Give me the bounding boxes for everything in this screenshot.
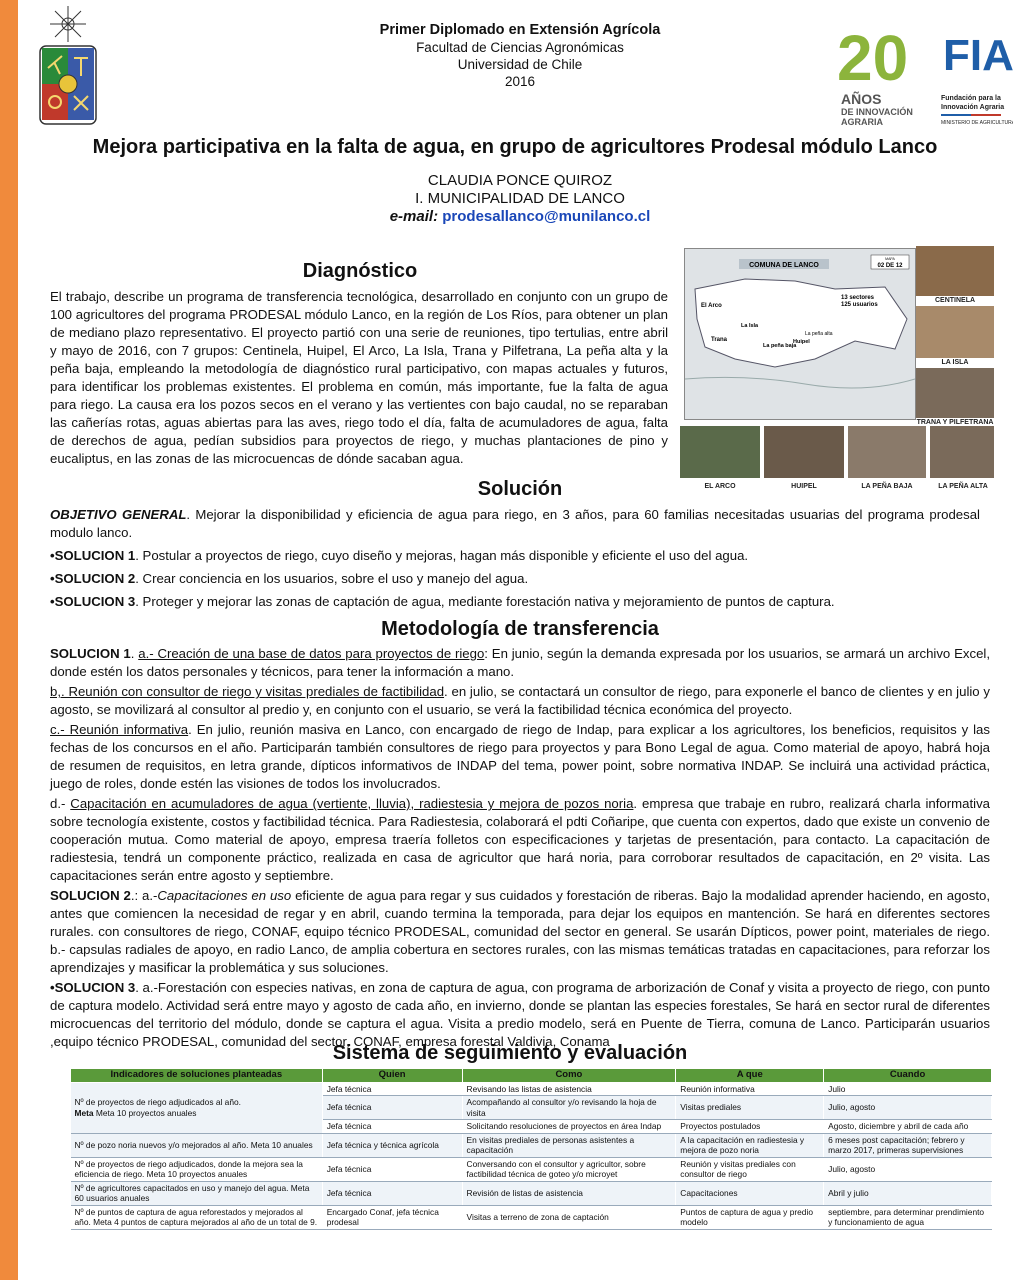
solucion-3: •SOLUCION 3. Proteger y mejorar las zonas de captación de agua, mediante forestación nativa y mejoramiento de puntos de captura. (50, 594, 835, 609)
table-cell: Julio (824, 1082, 992, 1096)
section-title-solucion: Solución (477, 478, 563, 500)
table-cell: Reunión informativa (676, 1082, 824, 1096)
caption-pena-baja: LA PEÑA BAJA (861, 483, 913, 490)
table-cell: Jefa técnica (322, 1157, 462, 1181)
metodologia-p4: d.- Capacitación en acumuladores de agua (vertiente, lluvia), radiestesia y mejora de pozos noria. empresa que trabaje en rubro, realizará charla informativa sobre tecnología existente, costos y factibilidad técnica. Para Radiestesia, colaborará el pdti Coñaripe, que cuenta con expertos, dado que existe un convenio de cooperación mutua. Como material de apoyo, empresa traería folletos con especificaciones y tarjetas de presentación, para contacto. La capacitación de radiestesia, tendrá un componente práctico, realizada en casa de agricultor que hará noria, para corroborar resultados de capacitación, en 2º visita. Las capacitaciones serán entre agosto y septiembre. (50, 796, 990, 883)
map-label-huipel: Huipel (793, 339, 810, 345)
table-cell: Visitas a terreno de zona de captación (462, 1205, 676, 1229)
metodologia-p2: b,. Reunión con consultor de riego y visitas prediales de factibilidad. en julio, se contactará un consultor de riego, para exponerle el banco de clientes y en julio y agosto, se movilizará al consultor al predio y, en conjunto con el usuario, se verá la factibilidad técnica económica del proyecto. (50, 684, 991, 717)
metodologia-p6: •SOLUCION 3. a.-Forestación con especies nativas, en zona de captura de agua, con programa de arborización de Conaf y visita a proyecto de riego, con punto de captura modelo. Actividad será entre mayo y agosto de cada año, en invierno, donde se plantan las especies forestales, Se hará en sector rural de diferentes microcuencas del territorio del módulo, donde se captura el agua. Visita a predio modelo, será en Puente de Tierra, comuna de Lanco. Participarán usuarios ,equipo técnico PRODESAL, comunidad del sector, CONAF, empresa forestal Valdivia, Conama (50, 980, 990, 1049)
table-cell: Nº de agricultores capacitados en uso y manejo del agua. Meta 60 usuarios anuales (71, 1181, 323, 1205)
table-cell: Conversando con el consultor y agricultor, sobre factibilidad técnica de goteo y/o microyet (462, 1157, 676, 1181)
table-cell: Encargado Conaf, jefa técnica prodesal (322, 1205, 462, 1229)
table-row (71, 1205, 992, 1229)
table-cell: Jefa técnica (322, 1096, 462, 1120)
table-cell: Jefa técnica y técnica agrícola (322, 1133, 462, 1157)
fundacion-line1: Fundación para la (941, 95, 1001, 102)
university-name: Universidad de Chile (457, 57, 583, 72)
anos-text: AÑOS (841, 91, 882, 107)
seguimiento-table (70, 1068, 992, 1230)
caption-huipel: HUIPEL (791, 483, 817, 490)
solucion-2: •SOLUCION 2. Crear conciencia en los usuarios, sobre el uso y manejo del agua. (50, 571, 529, 586)
table-cell: septiembre, para determinar prendimiento y funcionamiento de agua (824, 1205, 992, 1229)
map-badge: 02 DE 12 (877, 263, 903, 269)
table-cell: A la capacitación en radiestesia y mejora de pozo noria (676, 1133, 824, 1157)
diagnostico-text (50, 288, 668, 468)
indicador-proyectos: Nº de proyectos de riego adjudicados al año. Meta Meta 10 proyectos anuales (71, 1082, 323, 1133)
solucion-1: •SOLUCION 1. Postular a proyectos de riego, cuyo diseño y mejoras, hagan más disponible y eficiente el uso del agua. (50, 548, 749, 563)
agraria-text: AGRARIA (841, 117, 883, 127)
table-cell: Julio, agosto (824, 1157, 992, 1181)
poster-title: Mejora participativa en la falta de agua, en grupo de agricultores Prodesal módulo Lanco (92, 136, 938, 158)
header-quien: Quien (322, 1069, 462, 1083)
photo-pena-baja (848, 426, 926, 478)
map-label-pena-alta: La peña alta (805, 331, 833, 337)
map-badge-label: MAPA (885, 257, 895, 261)
table-row (71, 1133, 992, 1157)
table-cell: Nº de pozo noria nuevos y/o mejorados al año. Meta 10 anuales (71, 1133, 323, 1157)
table-cell: En visitas prediales de personas asistentes a capacitación (462, 1133, 676, 1157)
table-row (71, 1157, 992, 1181)
section-title-seguimiento: Sistema de seguimiento y evaluación (332, 1042, 688, 1064)
solucion-text (50, 506, 980, 616)
table-cell: Nº de puntos de captura de agua reforestados y mejorados al año. Meta 4 puntos de captura mejorados al año de un total de 9. (71, 1205, 323, 1229)
table-cell: Capacitaciones (676, 1181, 824, 1205)
innovacion-text: DE INNOVACIÓN (841, 107, 913, 117)
comuna-map (684, 248, 916, 420)
photo-el-arco (680, 426, 760, 478)
caption-pena-alta: LA PEÑA ALTA (938, 483, 988, 490)
table-cell: Visitas prediales (676, 1096, 824, 1120)
university-shield-logo (36, 6, 100, 128)
header-indicadores: Indicadores de soluciones planteadas (71, 1069, 323, 1083)
table-row (71, 1181, 992, 1205)
caption-el-arco: EL ARCO (704, 483, 736, 490)
objetivo-label: OBJETIVO GENERAL (50, 507, 187, 522)
table-cell: Revisando las listas de asistencia (462, 1082, 676, 1096)
table-cell: Abril y julio (824, 1181, 992, 1205)
table-cell: Jefa técnica (322, 1181, 462, 1205)
faculty-name: Facultad de Ciencias Agronómicas (416, 40, 624, 55)
author-organization: I. MUNICIPALIDAD DE LANCO (415, 190, 625, 207)
metodologia-p3: c.- Reunión informativa. En julio, reunión masiva en Lanco, con encargado de riego de Indap, para explicar a los agricultores, los beneficios, requisitos y las fechas de los concursos en el año. Participarán también consultores de riego para proyectos y para Bono Legal de agua. Como material de apoyo, habrá hoja de resumen de requisitos, en letra grande, dípticos informativos de INDAP del tema, power point, sobre normativa INDAP. Se incluirá una actividad práctica, juego de roles, donde estén las visiones de todos los involucrados. (50, 722, 990, 791)
table-cell: 6 meses post capacitación; febrero y marzo 2017, primeras supervisiones (824, 1133, 992, 1157)
caption-la-isla: LA ISLA (941, 359, 969, 366)
ministry-text: MINISTERIO DE AGRICULTURA (941, 120, 1013, 126)
caption-trana-pilfetrana: TRANA Y PILFETRANA (916, 419, 994, 426)
photo-huipel (764, 426, 844, 478)
header-como: Como (462, 1069, 676, 1083)
photo-centinela (916, 246, 994, 296)
map-label-pena-baja: La peña baja (763, 343, 797, 349)
table-cell: Jefa técnica (322, 1082, 462, 1096)
table-row (71, 1082, 992, 1096)
diagnostico-paragraph: El trabajo, describe un programa de transferencia tecnológica, desarrollado en conjunto con un grupo de 100 agricultores del programa PRODESAL módulo Lanco, en la región de Los Ríos, para obtener un plan de mediano plazo representativo. El proyecto partió con una serie de reuniones, tipo tertulias, entre abril y mayo de 2016, con 7 grupos: Centinela, Huipel, El Arco, La Isla, Trana y Pilfetrana, La peña alta y la peña baja, empleando la metodología de diagnóstico rural participativo, con mapas actuales y futuros, para identificar los problemas existentes. El problema en común, más importante, fue la falta de agua para riego. La causa era los pozos secos en el verano y las vertientes con bajo caudal, no se reparaban las cañerías rotas, aguas abiertas para las aves, riego todo el día, falta de acumuladores de agua, falta de derechos de agua, pedían subsidios para proyectos de riego, y muchas plantaciones de pino y eucaliptus, en las zonas de las microcuencas de dónde sacaban agua. (50, 289, 668, 466)
photo-la-isla (916, 306, 994, 358)
diploma-name: Primer Diplomado en Extensión Agrícola (379, 22, 661, 38)
table-cell: Puntos de captura de agua y predio modelo (676, 1205, 824, 1229)
header-cuando: Cuando (824, 1069, 992, 1083)
photo-trana-pilfetrana (916, 368, 994, 418)
year: 2016 (504, 74, 536, 89)
fia-logo (833, 18, 1013, 130)
table-cell: Solicitando resoluciones de proyectos en área Indap (462, 1120, 676, 1134)
section-title-metodologia: Metodología de transferencia (381, 618, 659, 640)
map-title: COMUNA DE LANCO (749, 262, 819, 269)
table-cell: Revisión de listas de asistencia (462, 1181, 676, 1205)
map-label-el-arco: El Arco (701, 303, 722, 309)
photo-pena-alta (930, 426, 994, 478)
table-cell: Proyectos postulados (676, 1120, 824, 1134)
objetivo-general: OBJETIVO GENERAL. Mejorar la disponibilidad y eficiencia de agua para riego, en 3 años, para 60 familias necesitadas usuarias del programa prodesal modulo lanco. (50, 507, 980, 540)
map-label-trana: Trana (711, 337, 728, 343)
table-header-row (71, 1069, 992, 1083)
table-cell: Acompañando al consultor y/o revisando la hoja de visita (462, 1096, 676, 1120)
header-a-que: A que (676, 1069, 824, 1083)
section-title-diagnostico: Diagnóstico (302, 260, 418, 282)
email-link[interactable]: prodesallanco@munilanco.cl (442, 208, 651, 225)
left-accent-bar (0, 0, 18, 1280)
map-sectors: 13 sectores (841, 295, 875, 301)
table-cell: Agosto, diciembre y abril de cada año (824, 1120, 992, 1134)
author-name: CLAUDIA PONCE QUIROZ (427, 172, 613, 189)
author-block (300, 172, 740, 226)
table-cell: Julio, agosto (824, 1096, 992, 1120)
caption-centinela: CENTINELA (934, 297, 976, 304)
table-cell: Reunión y visitas prediales con consultor de riego (676, 1157, 824, 1181)
metodologia-p5: SOLUCION 2.: a.-Capacitaciones en uso eficiente de agua para regar y sus cuidados y forestación de riberas. Bajo la modalidad aprender haciendo, en agosto, antes que comiencen la necesidad de regar y en abril, cuando termina la temporada, para dejar los equipos en mantención. Se hará en diferentes sectores rurales. con consultores de riego, CONAF, equipo técnico PRODESAL, comunidad del sector en general. Se usarán Dípticos, power point, materiales de riego. b.- capsulas radiales de apoyo, en radio Lanco, de amplia cobertura en sectores rurales, con las mismas temáticas tratadas en capacitaciones, para reforzar los aprendizajes y masificar la problemática y sus soluciones. (50, 888, 991, 975)
institution-header (300, 22, 740, 90)
table-cell: Nº de proyectos de riego adjudicados, donde la mejora sea la eficiencia de riego. Meta 10 proyectos anuales (71, 1157, 323, 1181)
metodologia-p1: SOLUCION 1. a.- Creación de una base de datos para proyectos de riego: En junio, según la demanda expresada por los usuarios, se armará un archivo Excel, donde estén los datos personales y técnicos, para tener la información a mano. (50, 646, 990, 679)
table-cell: Jefa técnica (322, 1120, 462, 1134)
metodologia-text (50, 645, 990, 1053)
fia-text: FIA (943, 31, 1013, 80)
fundacion-line2: Innovación Agraria (941, 104, 1005, 111)
years-number: 20 (837, 22, 909, 94)
map-label-la-isla: La Isla (741, 323, 759, 329)
email-label: e-mail: (389, 208, 439, 225)
map-users: 125 usuarios (841, 302, 878, 308)
